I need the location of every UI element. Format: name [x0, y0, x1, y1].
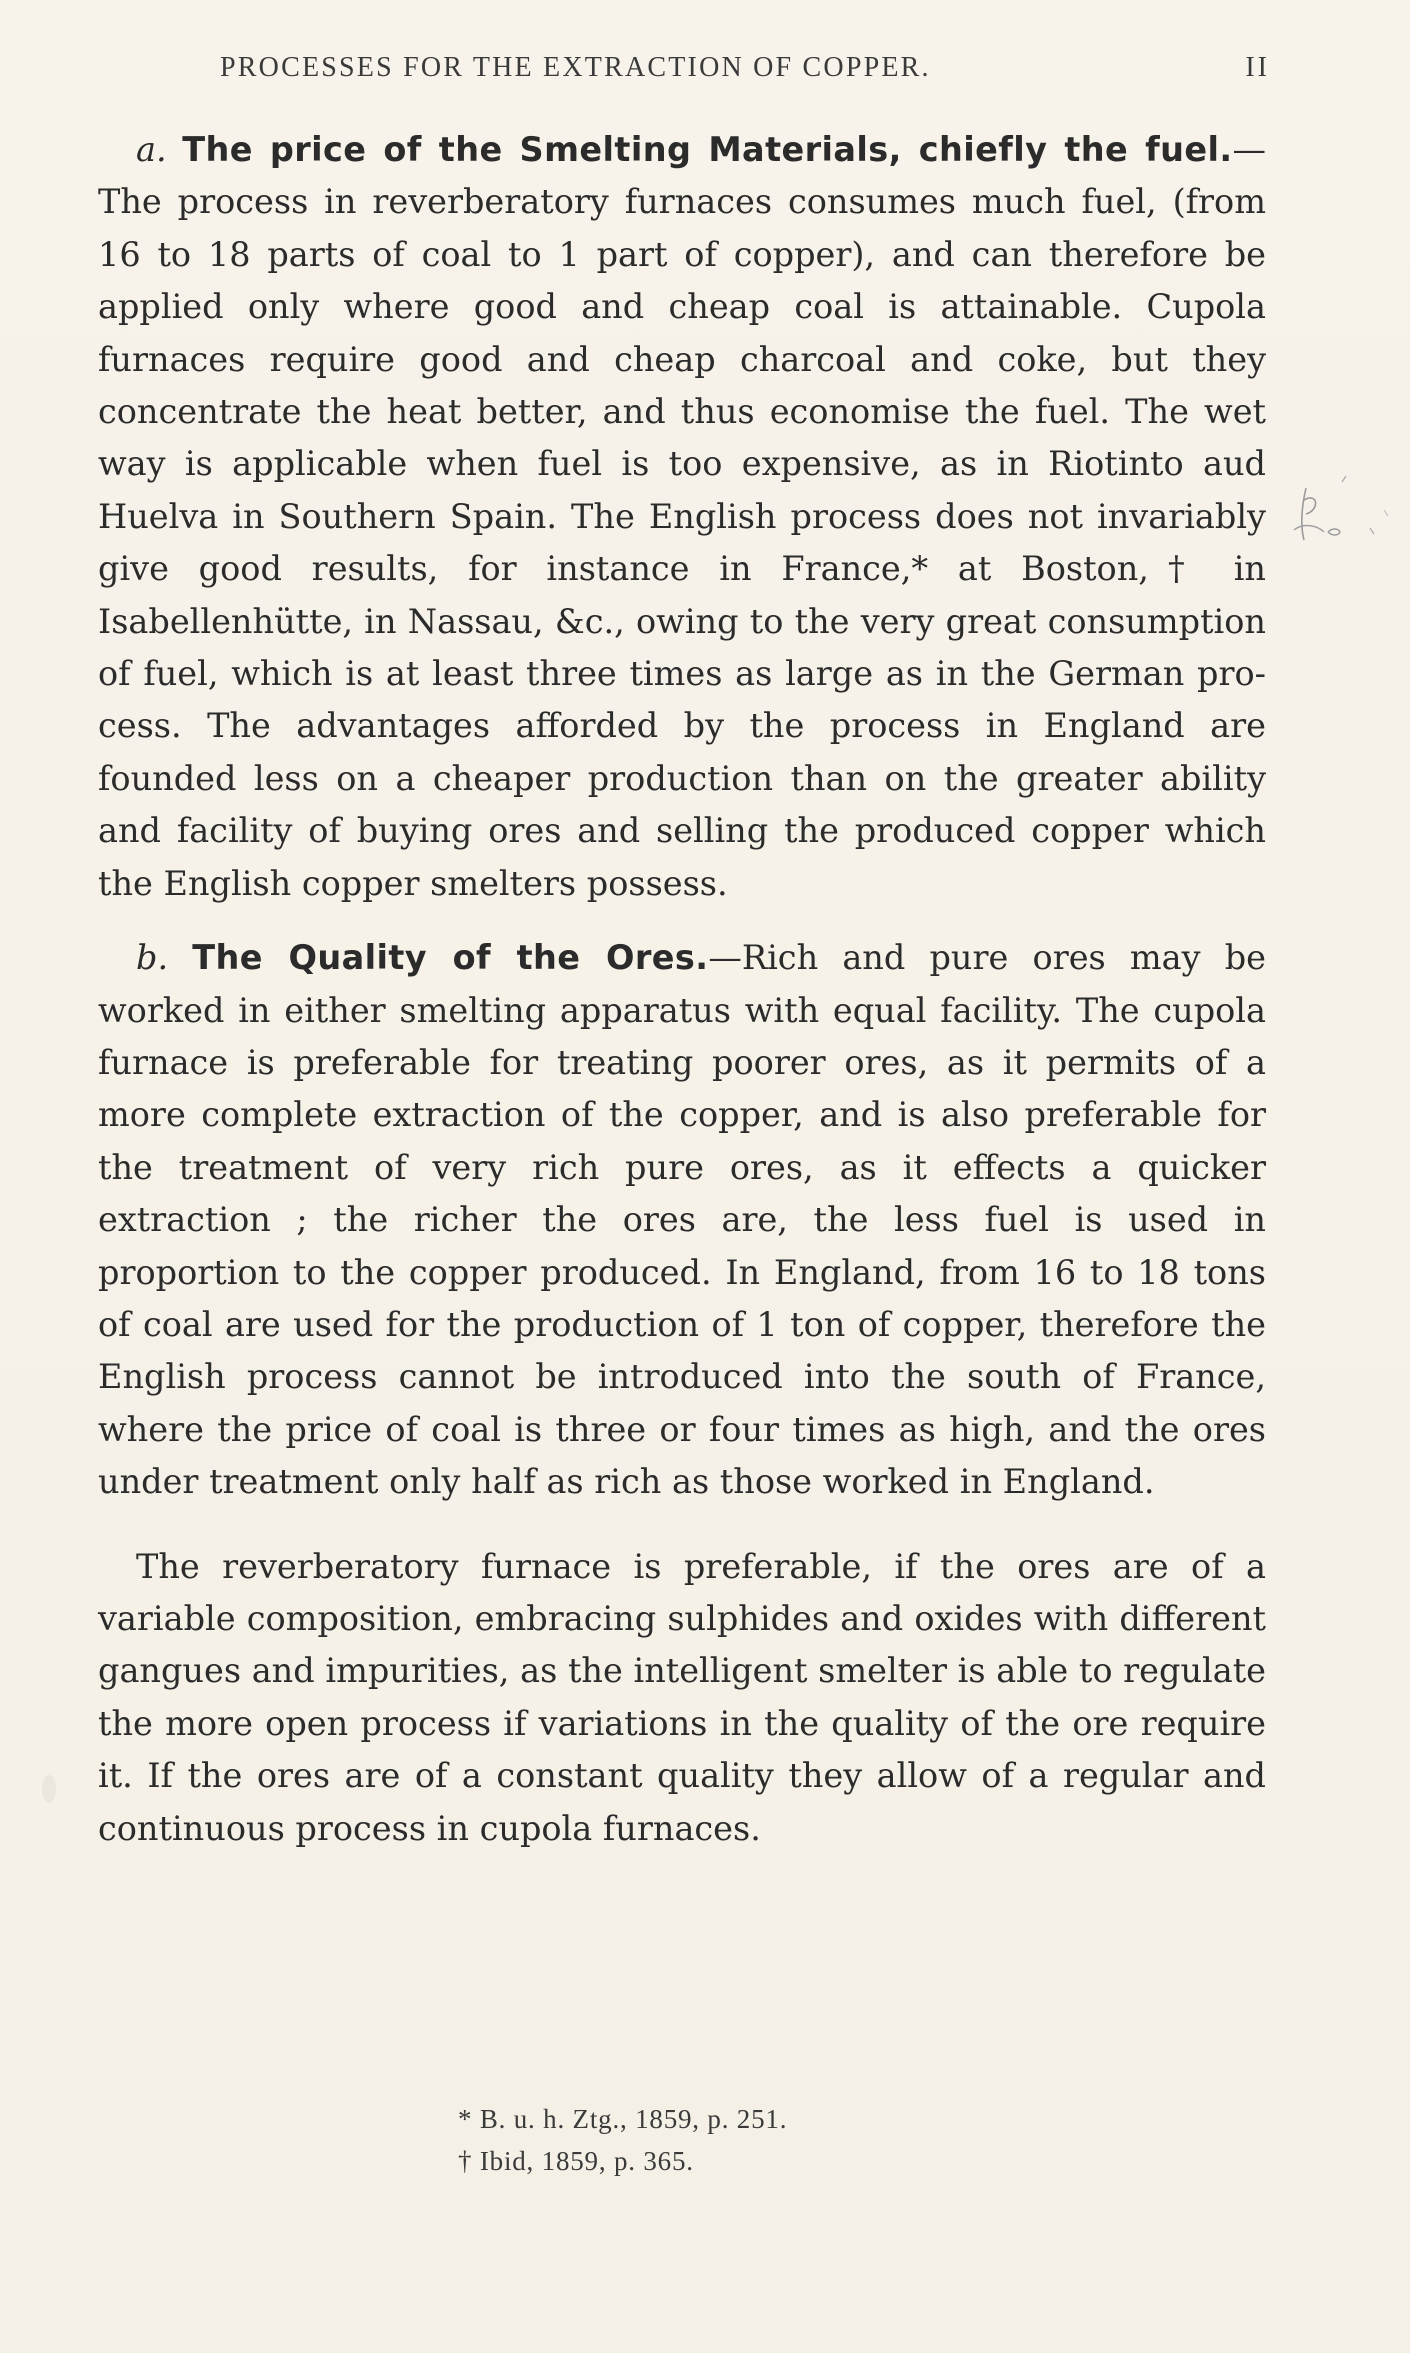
paragraph-b — [98, 932, 1266, 1508]
paragraph-c — [98, 1541, 1266, 1855]
paragraph-a-text: —The process in reverberatory furnaces consumes much fuel, (from 16 to 18 parts of coal to 1 part of copper), and can therefore be applied only where good and cheap coal is attainable. Cupola furnaces require good and cheap charcoal and coke, but they concentrate the heat better, and thus economise the fuel. The wet way is applicable when fuel is too expensive, as in Riotinto aud Huelva in Southern Spain. The English process does not invariably give good results, for instance in France,* at Boston,† in Isabellenhütte, in Nassau, &c., owing to the very great consumption of fuel, which is at least three times as large as in the German process. The advantages afforded by the process in England are founded less on a cheaper production than on the greater ability and facility of buying ores and selling the produced copper which the English copper smelters possess. — [98, 130, 1266, 903]
paragraph-b-text: —Rich and pure ores may be worked in either smelting apparatus with equal facility. The cupola furnace is preferable for treating poorer ores, as it permits of a more complete extraction of the copper, and is also preferable for the treatment of very rich pure ores, as it effects a quicker extraction ; the richer the ores are, the less fuel is used in proportion to the copper produced. In England, from 16 to 18 tons of coal are used for the production of 1 ton of copper, therefore the English process cannot be introduced into the south of France, where the price of coal is three or four times as high, and the ores under treatment only half as rich as those worked in England. — [98, 938, 1267, 1502]
running-title: PROCESSES FOR THE EXTRACTION OF COPPER. — [220, 52, 931, 83]
paragraph-a — [98, 124, 1266, 910]
paragraph-c-text: The reverberatory furnace is preferable, if the ores are of a variable composition, embracing sulphides and oxides with different gangues and impurities, as the intelligent smelter is able to regulate the more open process if variations in the quality of the ore require it. If the ores are of a constant quality they allow of a regular and continuous process in cupola furnaces. — [98, 1546, 1266, 1848]
paper-mark — [42, 1775, 56, 1803]
paragraph-a-label: a. — [136, 130, 167, 169]
paragraph-b-label: b. — [136, 938, 169, 978]
running-header — [220, 52, 1270, 96]
pencil-margin-annotation — [1284, 470, 1394, 560]
paragraph-b-heading: The Quality of the Ores. — [192, 938, 709, 978]
footnote-1: * B. u. h. Ztg., 1859, p. 251. — [458, 2104, 788, 2134]
footnote-2: † Ibid, 1859, p. 365. — [458, 2146, 694, 2176]
paragraph-a-heading: The price of the Smelting Materials, chiefly the fuel. — [182, 130, 1233, 169]
page-number: II — [1245, 52, 1270, 83]
main-text — [98, 124, 1266, 1855]
footnotes — [458, 2098, 787, 2182]
